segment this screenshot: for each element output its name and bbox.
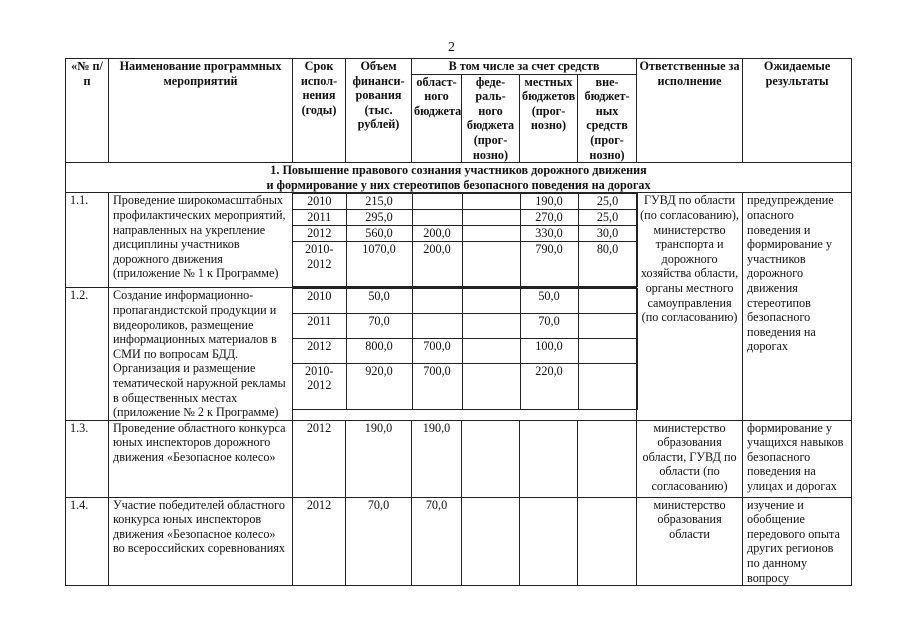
volume: 920,0	[346, 363, 412, 410]
volume: 215,0	[346, 194, 412, 210]
row-name: Создание информационно-пропагандистской продукции и видеороликов, размещение информационных материалов в СМИ по вопросам БДД. Организация и размещение тематической наружной рекламы в общественных местах (приложение № 2 к Программе)	[109, 288, 293, 420]
federal	[462, 194, 520, 210]
page-number: 2	[448, 40, 455, 55]
results-shared: предупреждение опасного поведения и формирование у участников дорожного движения стереотипов безопасного поведения на дорогах	[743, 193, 852, 420]
regional	[412, 194, 462, 210]
regional: 190,0	[412, 420, 462, 497]
local: 330,0	[520, 226, 578, 242]
section-line-1: 1. Повышение правового сознания участников дорожного движения	[270, 163, 647, 178]
program-activities-table	[65, 58, 852, 586]
header-term: Срок испол-нения (годы)	[293, 59, 346, 163]
local: 50,0	[520, 289, 578, 314]
local: 790,0	[520, 242, 578, 287]
regional: 700,0	[412, 338, 462, 363]
term: 2012	[293, 497, 346, 586]
row-name: Участие победителей областного конкурса юных инспекторов движения «Безопасное колесо» во всероссийских соревнованиях	[109, 497, 293, 586]
term: 2012	[293, 226, 346, 242]
header-including: В том числе за счет средств	[412, 59, 637, 75]
volume: 70,0	[346, 497, 412, 586]
regional: 200,0	[412, 242, 462, 287]
extra	[578, 338, 637, 363]
volume: 295,0	[346, 210, 412, 226]
term: 2010	[293, 194, 346, 210]
regional: 700,0	[412, 363, 462, 410]
local: 190,0	[520, 194, 578, 210]
local	[520, 497, 578, 586]
regional	[412, 314, 462, 339]
row-num: 1.4.	[66, 497, 109, 586]
federal	[462, 497, 520, 586]
responsible: министерство образования области	[637, 497, 743, 586]
federal	[462, 338, 520, 363]
federal	[462, 420, 520, 497]
extra: 30,0	[578, 226, 637, 242]
term: 2011	[293, 314, 346, 339]
local: 100,0	[520, 338, 578, 363]
federal	[462, 314, 520, 339]
federal	[462, 242, 520, 287]
regional: 70,0	[412, 497, 462, 586]
responsible-shared: ГУВД по области (по согласованию), министерство транспорта и дорожного хозяйства области, органы местного самоуправления (по согласованию)	[637, 193, 743, 420]
header-num: «№ п/п	[66, 59, 109, 163]
header-regional: област-ного бюджета	[412, 74, 462, 163]
local: 270,0	[520, 210, 578, 226]
local: 220,0	[520, 363, 578, 410]
volume: 800,0	[346, 338, 412, 363]
header-name: Наименование программных мероприятий	[109, 59, 293, 163]
table-row	[66, 497, 852, 586]
row-num: 1.1.	[66, 193, 109, 288]
row-name: Проведение областного конкурса юных инспекторов дорожного движения «Безопасное колесо»	[109, 420, 293, 497]
regional: 200,0	[412, 226, 462, 242]
federal	[462, 289, 520, 314]
term: 2012	[293, 420, 346, 497]
responsible: министерство образования области, ГУВД по области (по согласованию)	[637, 420, 743, 497]
extra: 80,0	[578, 242, 637, 287]
extra	[578, 497, 637, 586]
volume: 190,0	[346, 420, 412, 497]
header-responsible: Ответственные за исполнение	[637, 59, 743, 163]
extra: 25,0	[578, 210, 637, 226]
volume: 560,0	[346, 226, 412, 242]
row-num: 1.3.	[66, 420, 109, 497]
federal	[462, 363, 520, 410]
local	[520, 420, 578, 497]
table-row	[66, 420, 852, 497]
term: 2011	[293, 210, 346, 226]
term: 2012	[293, 338, 346, 363]
results: формирование у учащихся навыков безопасного поведения на улицах и дорогах	[743, 420, 852, 497]
term: 2010	[293, 289, 346, 314]
row-name: Проведение широкомасштабных профилактических мероприятий, направленных на укрепление дисциплины участников дорожного движения (приложение № 1 к Программе)	[109, 193, 293, 288]
header-volume: Объем финанси-рования (тыс. рублей)	[346, 59, 412, 163]
term: 2010-2012	[293, 242, 346, 287]
results: изучение и обобщение передового опыта других регионов по данному вопросу	[743, 497, 852, 586]
section-title	[66, 163, 852, 193]
row-years	[293, 193, 637, 288]
volume: 70,0	[346, 314, 412, 339]
term: 2010-2012	[293, 363, 346, 410]
regional	[412, 210, 462, 226]
extra	[578, 420, 637, 497]
header-federal: феде-раль-ного бюджета (прог-нозно)	[462, 74, 520, 163]
local: 70,0	[520, 314, 578, 339]
federal	[462, 226, 520, 242]
table-row	[66, 193, 852, 288]
extra	[578, 314, 637, 339]
header-results: Ожидаемые результаты	[743, 59, 852, 163]
row-years	[293, 288, 637, 420]
section-line-2: и формирование у них стереотипов безопасного поведения на дорогах	[266, 177, 651, 192]
extra: 25,0	[578, 194, 637, 210]
extra	[578, 363, 637, 410]
extra	[578, 289, 637, 314]
row-num: 1.2.	[66, 288, 109, 420]
header-extra: вне-бюджет-ных средств (прог-нозно)	[578, 74, 637, 163]
regional	[412, 289, 462, 314]
volume: 1070,0	[346, 242, 412, 287]
federal	[462, 210, 520, 226]
header-local: местных бюджетов (прог-нозно)	[520, 74, 578, 163]
volume: 50,0	[346, 289, 412, 314]
